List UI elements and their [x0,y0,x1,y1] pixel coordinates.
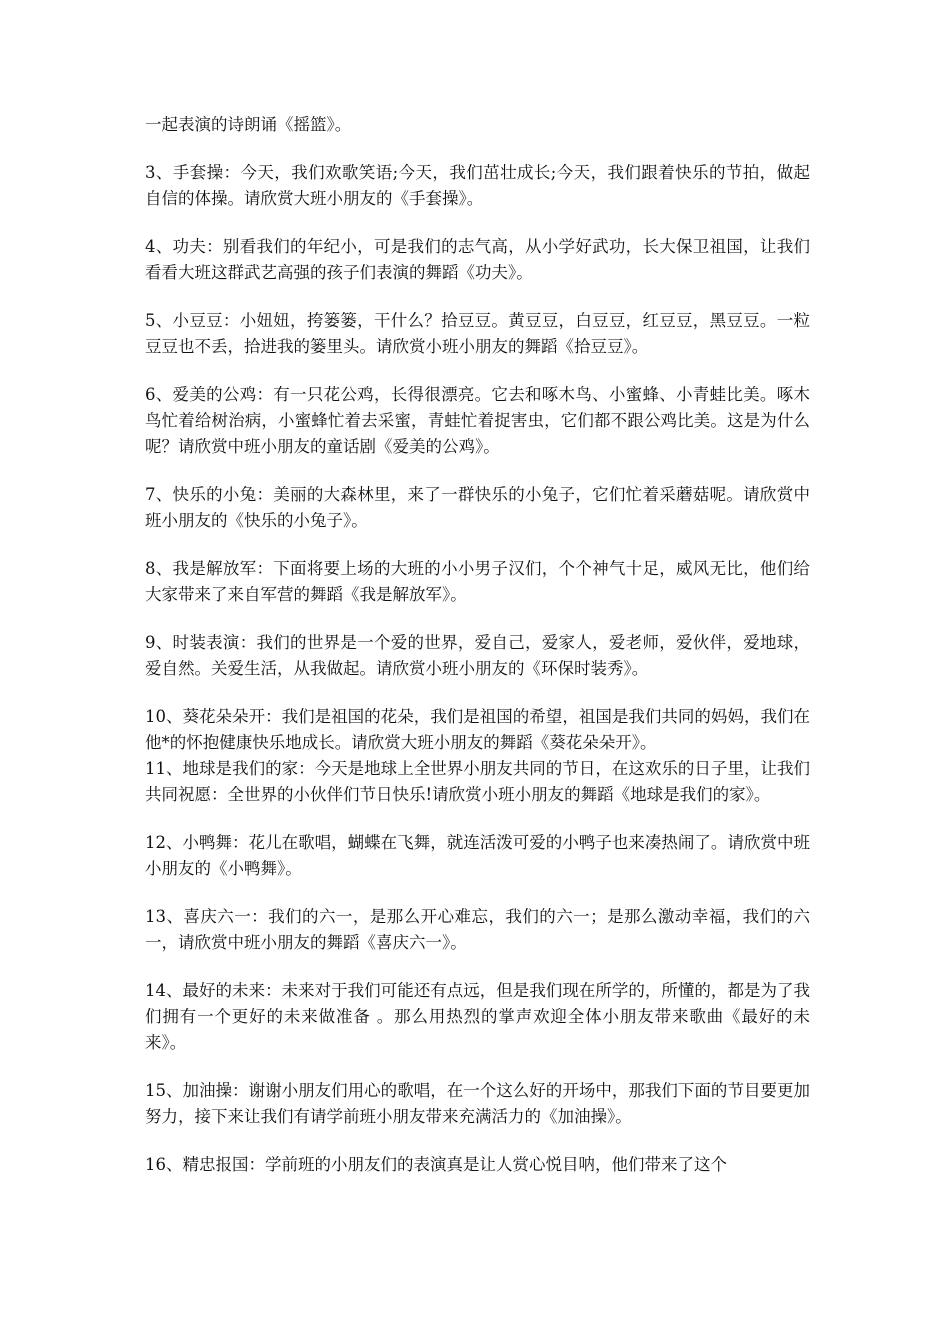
paragraph-item-10: 10、葵花朵朵开：我们是祖国的花朵，我们是祖国的希望，祖国是我们共同的妈妈，我们在他*的怀抱健康快乐地成长。请欣赏大班小朋友的舞蹈《葵花朵朵开》。 [145,707,810,752]
paragraph-item-15: 15、加油操：谢谢小朋友们用心的歌唱，在一个这么好的开场中，那我们下面的节目要更加努力，接下来让我们有请学前班小朋友带来充满活力的《加油操》。 [145,1081,810,1126]
paragraph-item-5: 5、小豆豆：小妞妞，挎篓篓，干什么？拾豆豆。黄豆豆，白豆豆，红豆豆，黑豆豆。一粒豆豆也不丢，拾进我的篓里头。请欣赏小班小朋友的舞蹈《拾豆豆》。 [145,311,810,356]
paragraph-item-6: 6、爱美的公鸡：有一只花公鸡，长得很漂亮。它去和啄木鸟、小蜜蜂、小青蛙比美。啄木鸟忙着给树治病，小蜜蜂忙着去采蜜，青蛙忙着捉害虫，它们都不跟公鸡比美。这是为什么呢？请欣赏中班小朋友的童话剧《爱美的公鸡》。 [145,385,810,456]
paragraph-item-13: 13、喜庆六一：我们的六一，是那么开心难忘，我们的六一；是那么激动幸福，我们的六一，请欣赏中班小朋友的舞蹈《喜庆六一》。 [145,907,810,952]
paragraph-poem-ending: 一起表演的诗朗诵《摇篮》。 [145,115,352,134]
paragraph-item-11: 11、地球是我们的家：今天是地球上全世界小朋友共同的节日，在这欢乐的日子里，让我们共同祝愿：全世界的小伙伴们节日快乐!请欣赏小班小朋友的舞蹈《地球是我们的家》。 [145,759,810,804]
paragraph-item-8: 8、我是解放军：下面将要上场的大班的小小男子汉们，个个神气十足，威风无比，他们给大家带来了来自军营的舞蹈《我是解放军》。 [145,559,810,604]
paragraph-item-14: 14、最好的未来：未来对于我们可能还有点远，但是我们现在所学的，所懂的，都是为了我们拥有一个更好的未来做准备 。那么用热烈的掌声欢迎全体小朋友带来歌曲《最好的未来》。 [145,981,810,1052]
paragraph-item-16: 16、精忠报国：学前班的小朋友们的表演真是让人赏心悦目呐，他们带来了这个 [145,1155,727,1174]
paragraph-item-3: 3、手套操：今天，我们欢歌笑语;今天，我们茁壮成长;今天，我们跟着快乐的节拍，做起自信的体操。请欣赏大班小朋友的《手套操》。 [145,163,810,208]
paragraph-item-4: 4、功夫：别看我们的年纪小，可是我们的志气高，从小学好武功，长大保卫祖国，让我们看看大班这群武艺高强的孩子们表演的舞蹈《功夫》。 [145,237,810,282]
paragraph-item-9: 9、时装表演：我们的世界是一个爱的世界，爱自己，爱家人，爱老师，爱伙伴，爱地球，爱自然。关爱生活，从我做起。请欣赏小班小朋友的《环保时装秀》。 [145,633,810,678]
paragraph-item-7: 7、快乐的小兔：美丽的大森林里，来了一群快乐的小兔子，它们忙着采蘑菇呢。请欣赏中班小朋友的《快乐的小兔子》。 [145,485,810,530]
document-body [145,112,810,1178]
paragraph-item-12: 12、小鸭舞：花儿在歌唱，蝴蝶在飞舞，就连活泼可爱的小鸭子也来凑热闹了。请欣赏中班小朋友的《小鸭舞》。 [145,833,810,878]
